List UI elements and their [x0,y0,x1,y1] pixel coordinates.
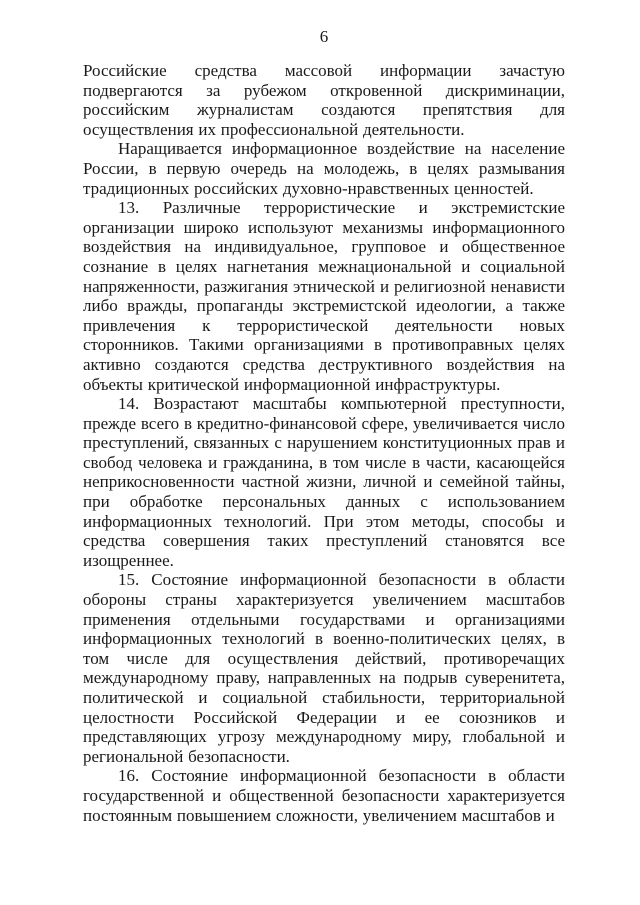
paragraph: Наращивается информационное воздействие на население России, в первую очередь на молодежь, в целях размывания традиционных российских духовно-нравственных ценностей. [83,139,565,198]
page-number: 6 [319,27,329,46]
paragraph-item-13: 13. Различные террористические и экстремистские организации широко используют механизмы информационного воздействия на индивидуальное, групповое и общественное сознание в целях нагнетания межнациональной и социальной напряженности, разжигания этнической и религиозной ненависти либо вражды, пропаганды экстремистской идеологии, а также привлечения к террористической деятельности новых сторонников. Такими организациями в противоправных целях активно создаются средства деструктивного воздействия на объекты критической информационной инфраструктуры. [83,198,565,394]
body-text [83,61,565,825]
paragraph-continuation: Российские средства массовой информации зачастую подвергаются за рубежом откровенной дискриминации, российским журналистам создаются препятствия для осуществления их профессиональной деятельности. [83,61,565,139]
paragraph-item-16: 16. Состояние информационной безопасности в области государственной и общественной безопасности характеризуется постоянным повышением сложности, увеличением масштабов и [83,766,565,825]
paragraph-item-14: 14. Возрастают масштабы компьютерной преступности, прежде всего в кредитно-финансовой сфере, увеличивается число преступлений, связанных с нарушением конституционных прав и свобод человека и гражданина, в том числе в части, касающейся неприкосновенности частной жизни, личной и семейной тайны, при обработке персональных данных с использованием информационных технологий. При этом методы, способы и средства совершения таких преступлений становятся все изощреннее. [83,394,565,570]
text-column [83,0,565,825]
paragraph-item-15: 15. Состояние информационной безопасности в области обороны страны характеризуется увеличением масштабов применения отдельными государствами и организациями информационных технологий в военно-политических целях, в том числе для осуществления действий, противоречащих международному праву, направленных на подрыв суверенитета, политической и социальной стабильности, территориальной целостности Российской Федерации и ее союзников и представляющих угрозу международному миру, глобальной и региональной безопасности. [83,570,565,766]
